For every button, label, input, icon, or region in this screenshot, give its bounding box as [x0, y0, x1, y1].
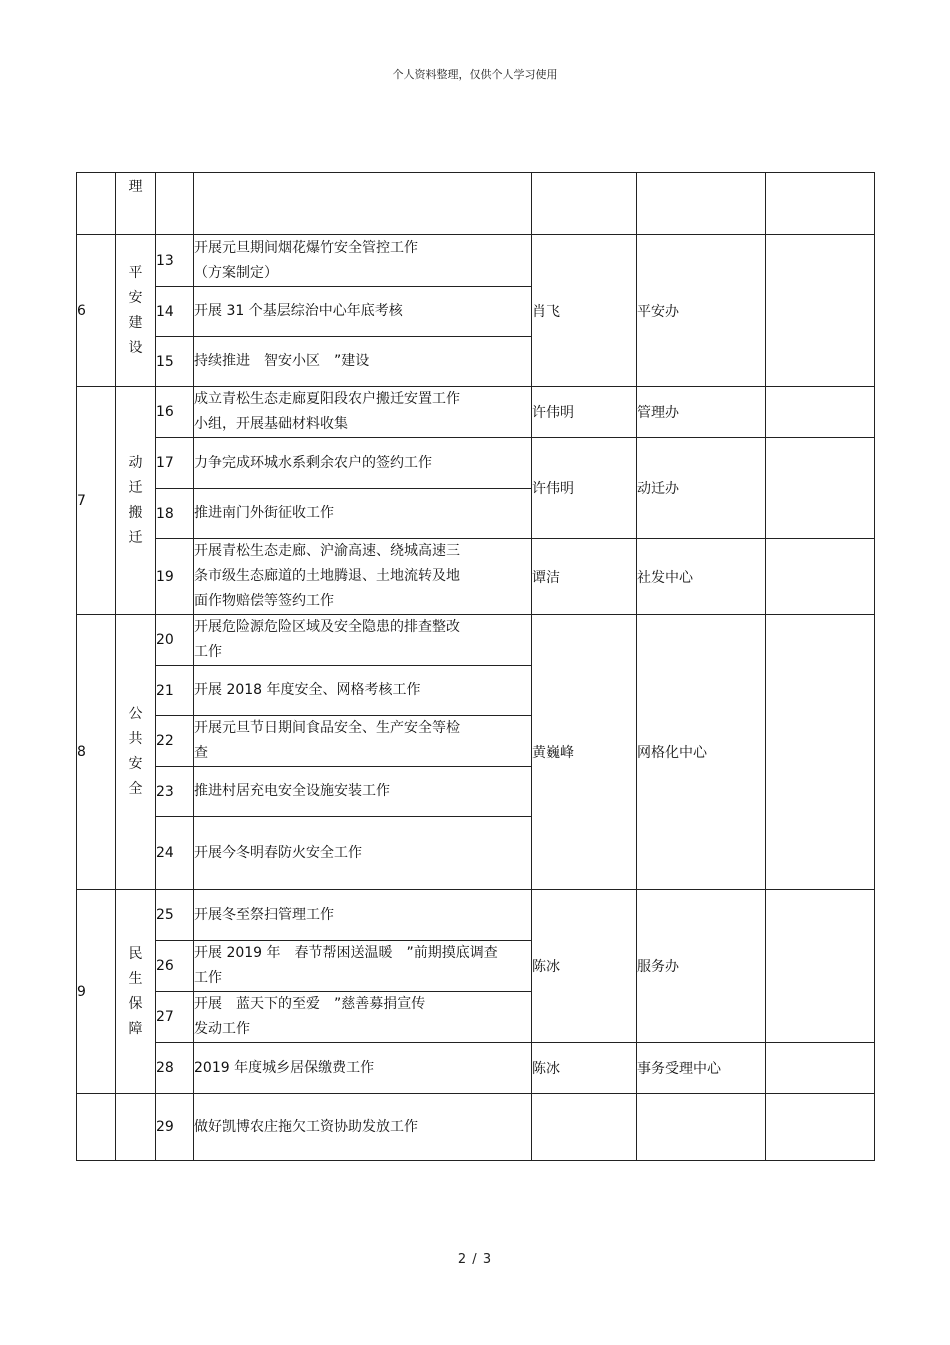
note-cell	[766, 890, 875, 1043]
index-cell: 14	[156, 287, 194, 337]
table-row	[77, 1094, 875, 1161]
table-row	[77, 539, 875, 615]
group-number	[77, 1094, 116, 1161]
dept-cell: 平安办	[637, 235, 766, 387]
group-number: 8	[77, 615, 116, 890]
table-row	[77, 890, 875, 941]
dept-cell: 动迁办	[637, 438, 766, 539]
task-cell	[194, 173, 532, 235]
task-cell: 推进村居充电安全设施安装工作	[194, 767, 532, 817]
category-cell: 动迁搬迁	[116, 387, 156, 615]
table-row	[77, 438, 875, 489]
dept-cell: 服务办	[637, 890, 766, 1043]
index-cell: 26	[156, 941, 194, 992]
task-cell: 开展元旦节日期间食品安全、生产安全等检 查	[194, 716, 532, 767]
group-number: 9	[77, 890, 116, 1094]
index-cell: 25	[156, 890, 194, 941]
note-cell	[766, 539, 875, 615]
task-cell: 开展青松生态走廊、沪渝高速、绕城高速三 条市级生态廊道的土地腾退、土地流转及地 面作物赔偿等签约工作	[194, 539, 532, 615]
table-row	[77, 387, 875, 438]
person-cell	[532, 1094, 637, 1161]
task-cell: 开展今冬明春防火安全工作	[194, 817, 532, 890]
task-cell: 开展危险源危险区域及安全隐患的排查整改 工作	[194, 615, 532, 666]
dept-cell: 网格化中心	[637, 615, 766, 890]
table-row	[77, 1043, 875, 1094]
category-cell: 民生保障	[116, 890, 156, 1094]
task-cell: 开展 蓝天下的至爱 ”慈善募捐宣传 发动工作	[194, 992, 532, 1043]
index-cell: 21	[156, 666, 194, 716]
task-cell: 开展 2019 年 春节帮困送温暖 ”前期摸底调查 工作	[194, 941, 532, 992]
group-number: 7	[77, 387, 116, 615]
index-cell: 16	[156, 387, 194, 438]
category-cell: 公共安全	[116, 615, 156, 890]
task-cell: 2019 年度城乡居保缴费工作	[194, 1043, 532, 1094]
person-cell: 黄巍峰	[532, 615, 637, 890]
person-cell: 谭洁	[532, 539, 637, 615]
task-cell: 持续推进 智安小区 ”建设	[194, 337, 532, 387]
page-number: 2 / 3	[457, 1252, 493, 1267]
dept-cell	[637, 1094, 766, 1161]
table-row	[77, 173, 875, 235]
index-cell: 13	[156, 235, 194, 287]
task-cell: 开展元旦期间烟花爆竹安全管控工作 （方案制定）	[194, 235, 532, 287]
person-cell	[532, 173, 637, 235]
task-table	[76, 172, 875, 1161]
index-cell: 28	[156, 1043, 194, 1094]
index-cell: 19	[156, 539, 194, 615]
dept-cell	[637, 173, 766, 235]
group-number: 6	[77, 235, 116, 387]
table-row	[77, 615, 875, 666]
task-cell: 成立青松生态走廊夏阳段农户搬迁安置工作 小组，开展基础材料收集	[194, 387, 532, 438]
index-cell	[156, 173, 194, 235]
index-cell: 29	[156, 1094, 194, 1161]
group-number	[77, 173, 116, 235]
task-cell: 推进南门外街征收工作	[194, 489, 532, 539]
person-cell: 许伟明	[532, 438, 637, 539]
task-cell: 开展冬至祭扫管理工作	[194, 890, 532, 941]
dept-cell: 社发中心	[637, 539, 766, 615]
person-cell: 陈冰	[532, 1043, 637, 1094]
note-cell	[766, 1094, 875, 1161]
index-cell: 27	[156, 992, 194, 1043]
task-cell: 做好凯博农庄拖欠工资协助发放工作	[194, 1094, 532, 1161]
index-cell: 23	[156, 767, 194, 817]
index-cell: 18	[156, 489, 194, 539]
dept-cell: 事务受理中心	[637, 1043, 766, 1094]
task-cell: 力争完成环城水系剩余农户的签约工作	[194, 438, 532, 489]
note-cell	[766, 235, 875, 387]
index-cell: 15	[156, 337, 194, 387]
task-cell: 开展 2018 年度安全、网格考核工作	[194, 666, 532, 716]
note-cell	[766, 387, 875, 438]
category-cell	[116, 1094, 156, 1161]
note-cell	[766, 615, 875, 890]
index-cell: 24	[156, 817, 194, 890]
category-cell: 平安建设	[116, 235, 156, 387]
dept-cell: 管理办	[637, 387, 766, 438]
index-cell: 22	[156, 716, 194, 767]
person-cell: 许伟明	[532, 387, 637, 438]
note-cell	[766, 173, 875, 235]
person-cell: 肖飞	[532, 235, 637, 387]
note-cell	[766, 1043, 875, 1094]
person-cell: 陈冰	[532, 890, 637, 1043]
index-cell: 20	[156, 615, 194, 666]
table-row	[77, 235, 875, 287]
page-header: 个人资料整理，仅供个人学习使用	[392, 68, 558, 81]
note-cell	[766, 438, 875, 539]
category-cell: 理	[116, 173, 156, 235]
task-cell: 开展 31 个基层综治中心年底考核	[194, 287, 532, 337]
index-cell: 17	[156, 438, 194, 489]
